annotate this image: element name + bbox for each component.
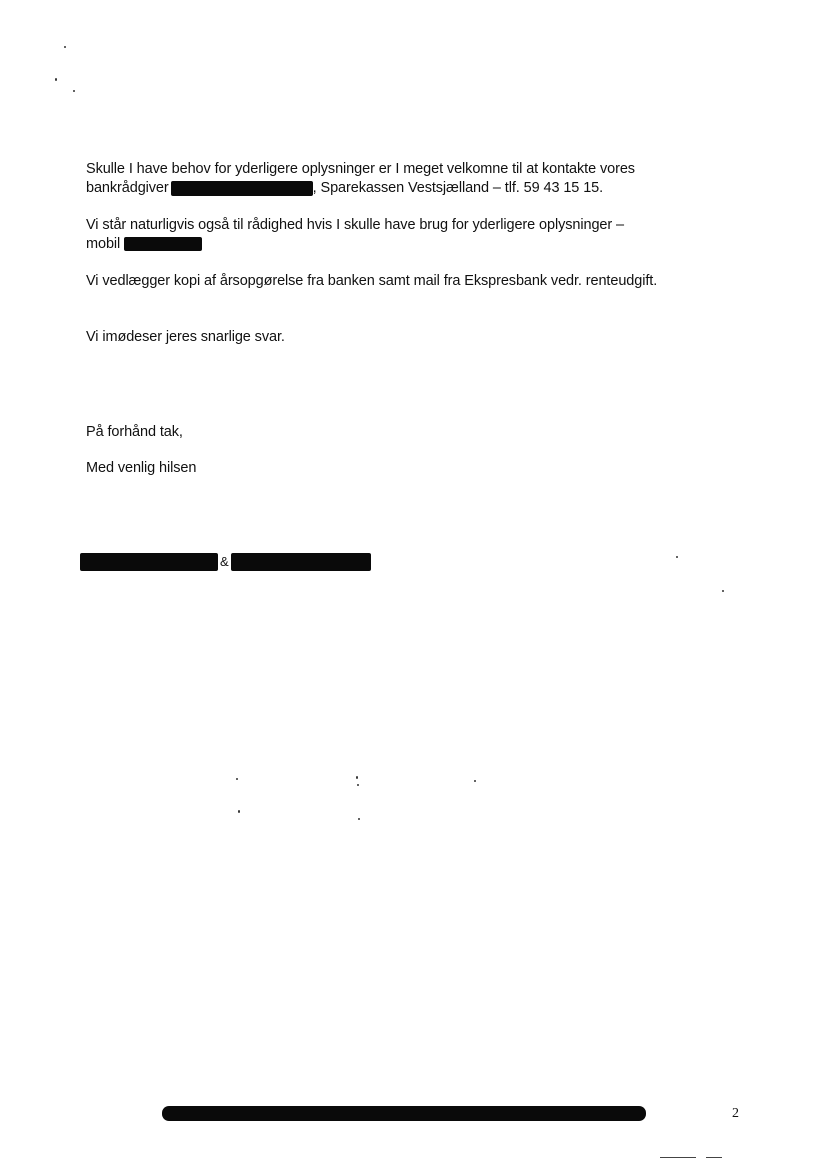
paragraph-4 xyxy=(86,328,285,347)
paragraph-2-line-1 xyxy=(86,216,736,235)
paragraph-1-line-2-prefix: bankrådgiver xyxy=(86,180,169,196)
scan-speck xyxy=(722,590,724,592)
scan-edge-mark xyxy=(660,1157,696,1158)
closing-thanks-text: På forhånd tak, xyxy=(86,424,183,440)
scan-speck xyxy=(356,776,358,779)
redacted-mobile-number xyxy=(124,237,202,251)
paragraph-4-text: Vi imødeser jeres snarlige svar. xyxy=(86,329,285,345)
paragraph-3 xyxy=(86,272,657,291)
paragraph-2-line-2-prefix: mobil xyxy=(86,236,121,252)
signature-joiner: & xyxy=(220,554,229,569)
paragraph-1-line-2-suffix: , Sparekassen Vestsjælland – tlf. 59 43 15 15. xyxy=(312,180,604,196)
scan-edge-mark xyxy=(706,1157,722,1158)
scan-speck xyxy=(358,818,360,820)
scan-speck xyxy=(73,90,75,92)
page-number-text: 2 xyxy=(732,1106,739,1121)
scan-speck xyxy=(474,780,476,782)
redacted-signer-2 xyxy=(231,553,371,571)
paragraph-3-text: Vi vedlægger kopi af årsopgørelse fra banken samt mail fra Ekspresbank vedr. renteudgift. xyxy=(86,273,658,289)
scan-speck xyxy=(236,778,238,780)
redacted-signer-1 xyxy=(80,553,218,571)
closing-regards xyxy=(86,459,196,478)
scan-speck xyxy=(64,46,66,48)
scan-speck xyxy=(238,810,240,813)
scan-speck xyxy=(55,78,57,81)
paragraph-1-line-2 xyxy=(86,179,603,198)
paragraph-2-line-1-text: Vi står naturligvis også til rådighed hvis I skulle have brug for yderligere oplysninger – xyxy=(86,217,624,233)
paragraph-1-line-1-text: Skulle I have behov for yderligere oplysninger er I meget velkomne til at kontakte vores xyxy=(86,161,635,177)
page-number xyxy=(732,1106,739,1122)
redacted-advisor-name xyxy=(171,181,313,196)
paragraph-2-line-2 xyxy=(86,235,202,254)
signature-line xyxy=(80,552,371,572)
closing-regards-text: Med venlig hilsen xyxy=(86,460,197,476)
closing-thanks xyxy=(86,423,183,442)
redacted-footer-address xyxy=(162,1106,646,1121)
scan-speck xyxy=(357,784,359,786)
scan-speck xyxy=(676,556,678,558)
paragraph-1-line-1 xyxy=(86,160,736,179)
